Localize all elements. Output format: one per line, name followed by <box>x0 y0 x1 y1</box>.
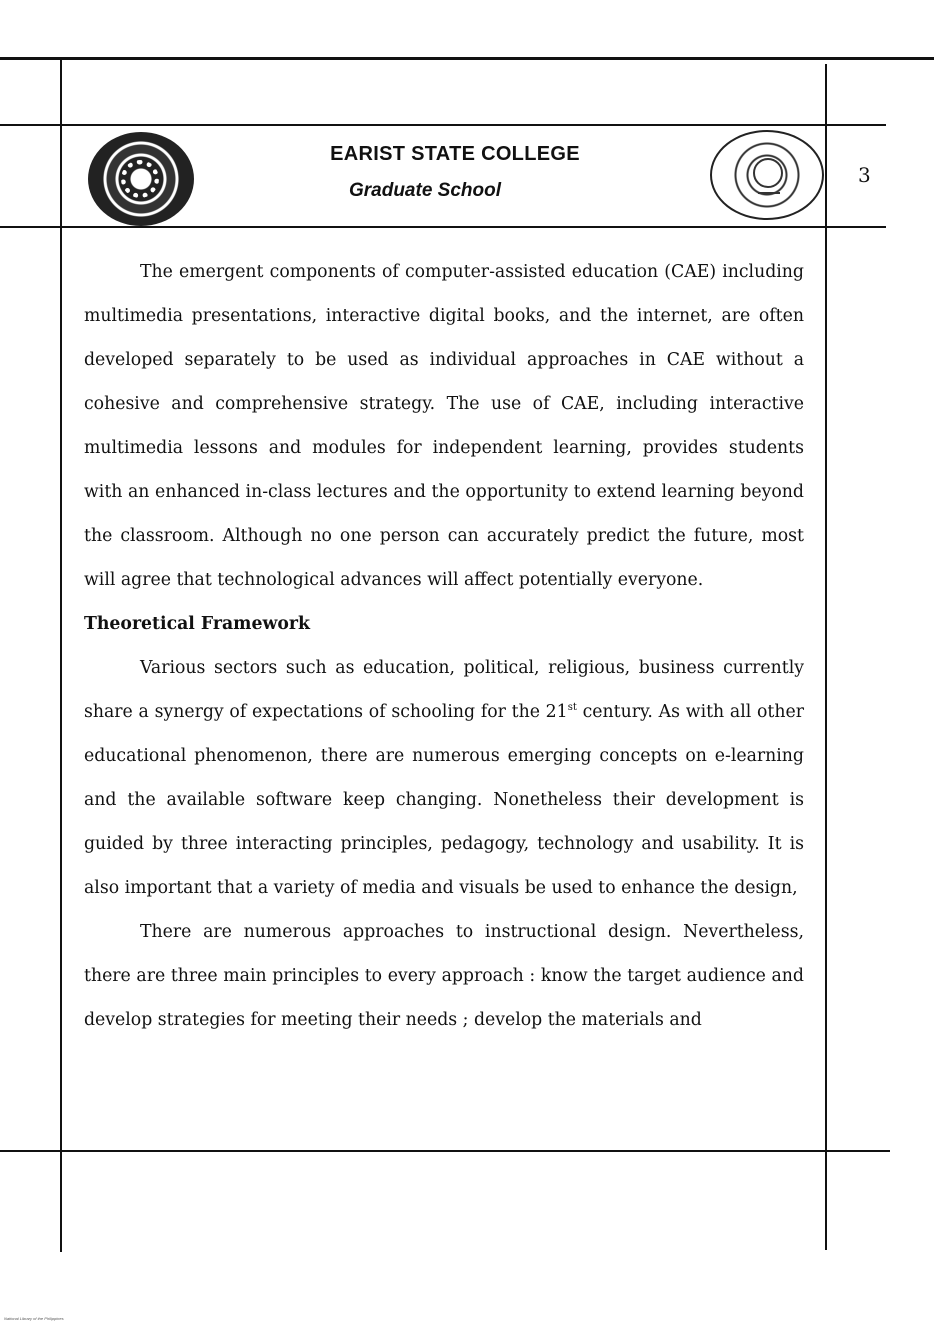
header-bottom-line <box>0 226 886 228</box>
gear-icon <box>121 160 159 198</box>
superscript-st: st <box>567 702 577 713</box>
paragraph-sectors-part-2: century. As with all other educational phenomenon, there are numerous emerging concepts on e-learning and the available software keep changing. Nonetheless their development is guided by three interacting principles, pedagogy, technology and usability. It is also important that a variety of media and visuals be used to enhance the design, <box>84 702 804 898</box>
right-margin-line <box>825 64 827 1250</box>
paragraph-cae: The emergent components of computer-assisted education (CAE) including multimedia presentations, interactive digital books, and the internet, are often developed separately to be used as individual approaches in CAE without a cohesive and comprehensive strategy. The use of CAE, including interactive multimedia lessons and modules for independent learning, provides students with an enhanced in-class lectures and the opportunity to extend learning beyond the classroom. Although no one person can accurately predict the future, most will agree that technological advances will affect potentially everyone. <box>84 262 804 590</box>
document-body <box>84 250 804 1042</box>
book-icon <box>758 192 780 200</box>
paragraph-sectors-part-1: Various sectors such as education, political, religious, business currently share a synergy of expectations of schooling for the 21 <box>84 658 804 722</box>
paragraph-sectors <box>84 646 804 910</box>
earist-state-college-seal-icon <box>88 132 194 226</box>
scan-note: National Library of the Philippines <box>4 1316 64 1321</box>
section-heading: Theoretical Framework <box>84 614 310 634</box>
school-name: Graduate School <box>348 180 502 201</box>
atom-icon <box>753 158 783 188</box>
footer-line <box>0 1150 890 1152</box>
page-number: 3 <box>858 163 871 187</box>
college-name: EARIST STATE COLLEGE <box>330 143 580 165</box>
graduate-school-seal-icon <box>710 130 824 220</box>
top-border-line <box>0 57 934 60</box>
header-top-line <box>0 124 886 126</box>
paragraph-instructional-design: There are numerous approaches to instructional design. Nevertheless, there are three main principles to every approach : know the target audience and develop strategies for meeting their needs ; develop the materials and <box>84 922 804 1030</box>
left-margin-line <box>60 60 62 1252</box>
